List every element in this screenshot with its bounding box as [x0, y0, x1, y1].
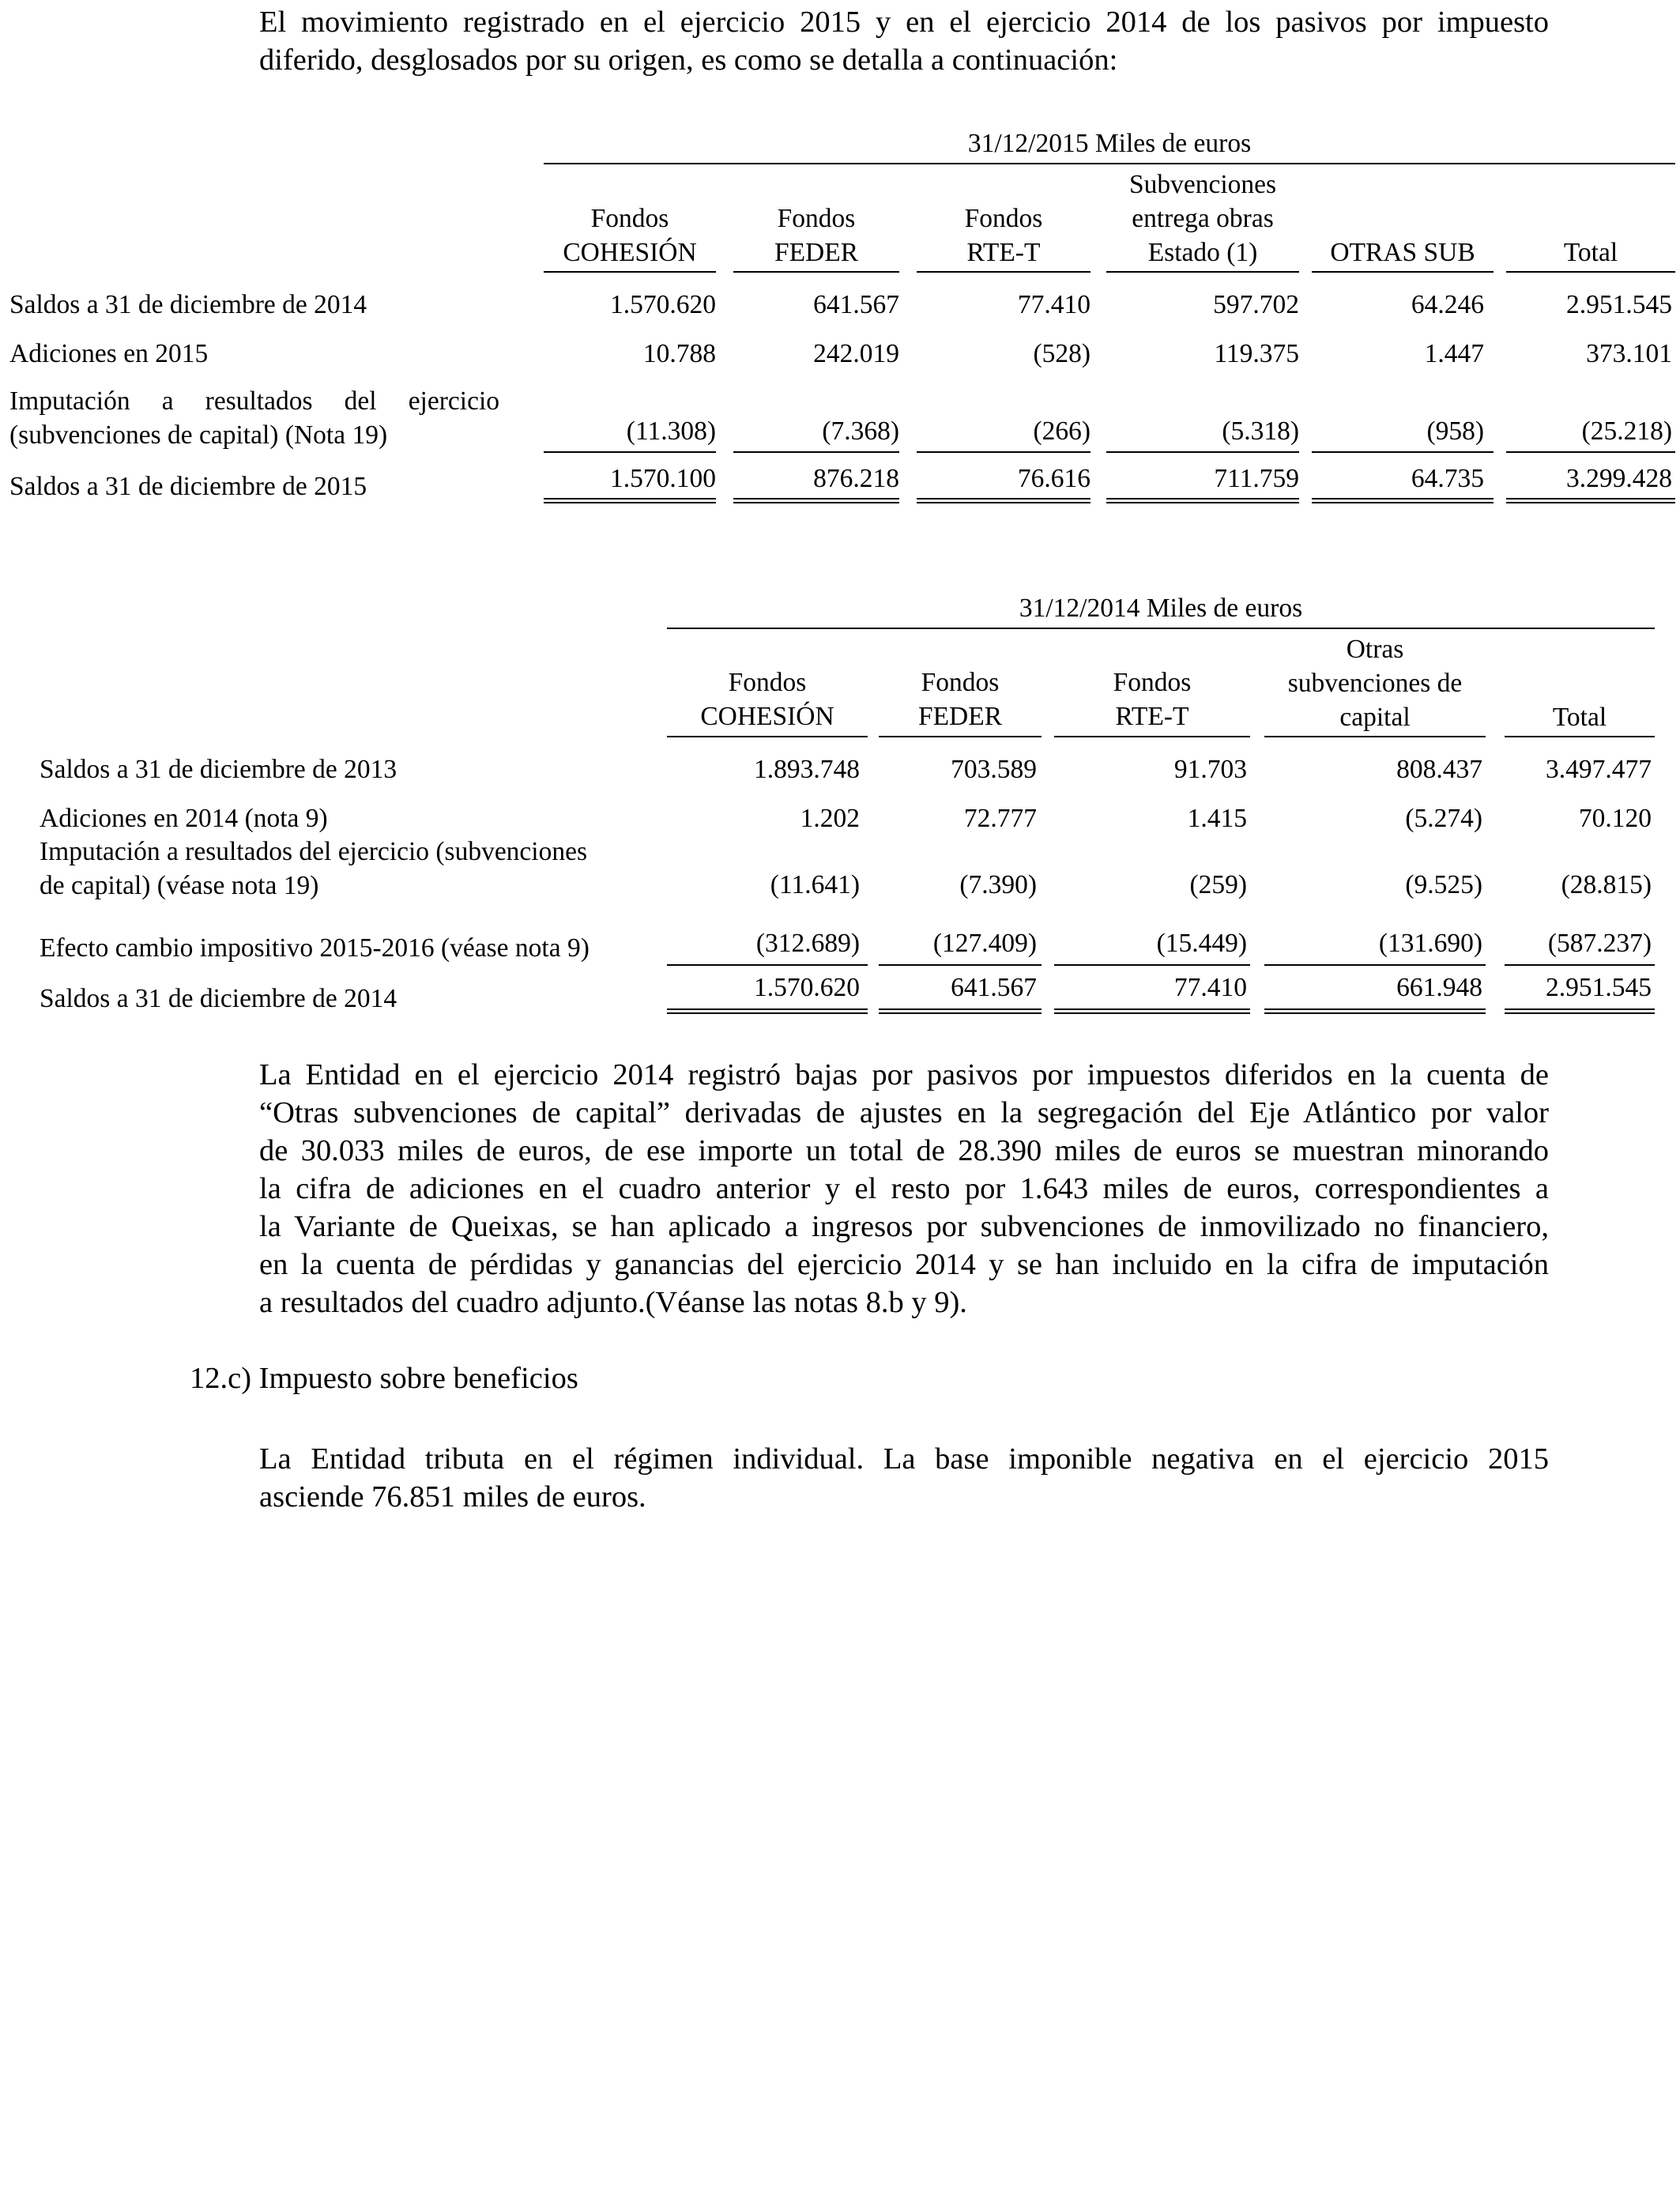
column-header: Fondos COHESIÓN [563, 204, 697, 267]
row-label: Adiciones en 2015 [9, 339, 209, 368]
table-cell: (958) [1426, 417, 1484, 446]
table-cell: 64.735 [1411, 464, 1484, 493]
row-label: Imputación a resultados del ejercicio (subvenciones de capital) (véase nota 19) [40, 837, 588, 900]
row-label: Saldos a 31 de diciembre de 2013 [40, 755, 397, 784]
table-cell: 641.567 [951, 973, 1037, 1002]
table-cell: 2.951.545 [1546, 973, 1652, 1002]
table-cell: 597.702 [1213, 290, 1299, 319]
table-cell: 64.246 [1411, 290, 1484, 319]
table-cell: 661.948 [1396, 973, 1482, 1002]
table-cell: 1.202 [800, 804, 860, 833]
column-header: Fondos RTE-T [964, 204, 1043, 267]
table-cell: (131.690) [1378, 929, 1482, 958]
table-cell: 3.497.477 [1546, 755, 1652, 784]
column-header: Fondos FEDER [774, 204, 859, 267]
column-header: Fondos FEDER [917, 668, 1003, 731]
column-header: Otras subvenciones de capital [1287, 635, 1463, 732]
table-cell: 72.777 [963, 804, 1037, 833]
column-header: Total [1552, 703, 1607, 732]
row-label: Imputación a resultados del ejercicio (subvenciones de capital) (Nota 19) [9, 386, 499, 450]
table-cell: (528) [1033, 339, 1090, 368]
column-header: Total [1563, 238, 1618, 267]
table-cell: 2.951.545 [1566, 290, 1672, 319]
table-cell: 77.410 [1173, 973, 1247, 1002]
table-caption: 31/12/2015 Miles de euros [967, 129, 1252, 158]
table-cell: 70.120 [1578, 804, 1652, 833]
table-cell: 91.703 [1173, 755, 1247, 784]
table-cell: (25.218) [1581, 417, 1672, 446]
table-cell: (15.449) [1156, 929, 1247, 958]
column-header: OTRAS SUB [1330, 238, 1475, 267]
table-cell: 3.299.428 [1566, 464, 1672, 493]
table-cell: 808.437 [1396, 755, 1482, 784]
table-cell: 876.218 [813, 464, 899, 493]
table-cell: 1.570.100 [610, 464, 716, 493]
intro-line: diferido, desglosados por su origen, es como se detalla a continuación: [259, 43, 1118, 77]
table-cell: (259) [1189, 870, 1247, 899]
table-cell: (7.390) [959, 870, 1037, 899]
table-caption: 31/12/2014 Miles de euros [1019, 594, 1303, 623]
table-cell: (11.641) [770, 870, 860, 899]
table-cell: 711.759 [1214, 464, 1299, 493]
table-cell: 242.019 [813, 339, 899, 368]
table-cell: 1.570.620 [754, 973, 860, 1002]
row-label: Saldos a 31 de diciembre de 2014 [9, 290, 367, 319]
row-label: Saldos a 31 de diciembre de 2014 [40, 984, 397, 1013]
table-cell: 119.375 [1214, 339, 1299, 368]
column-header: Subvenciones entrega obras Estado (1) [1128, 170, 1277, 267]
explanation-paragraph: La Entidad en el ejercicio 2014 registró bajas por pasivos por impuestos diferidos en la cuenta de “Otras subvenciones de capital” derivadas de ajustes en la segregación del Eje Atlántico por valor de 30.033 miles de euros, de ese importe un total de 28.390 miles de euros se muestran minorando la cifra de adiciones en el cuadro anterior y el resto por 1.643 miles de euros, correspondientes a la Variante de Queixas, se han aplicado a ingresos por subvenciones de inmovilizado no financiero, en la cuenta de pérdidas y ganancias del ejercicio 2014 y se han incluido en la cifra de imputación a resultados del cuadro adjunto.(Véanse las notas 8.b y 9). [259, 1058, 1549, 1319]
row-label: Adiciones en 2014 (nota 9) [40, 804, 328, 833]
table-cell: 1.415 [1187, 804, 1247, 833]
table-cell: (28.815) [1561, 870, 1652, 899]
table-cell: 77.410 [1017, 290, 1090, 319]
column-header: Fondos COHESIÓN [700, 668, 834, 731]
table-cell: (5.274) [1405, 804, 1482, 833]
intro-line: El movimiento registrado en el ejercicio 2015 y en el ejercicio 2014 de los pasivos por impuesto [259, 6, 1549, 39]
table-cell: 10.788 [642, 339, 716, 368]
table-cell: 373.101 [1586, 339, 1672, 368]
row-label: Saldos a 31 de diciembre de 2015 [9, 472, 367, 501]
column-header: Fondos RTE-T [1113, 668, 1192, 731]
intro-paragraph [259, 3, 1549, 79]
table-cell: (587.237) [1547, 929, 1652, 958]
row-label: Efecto cambio impositivo 2015-2016 (véase nota 9) [40, 933, 590, 963]
table-cell: 641.567 [813, 290, 899, 319]
table-cell: (127.409) [932, 929, 1037, 958]
table-cell: 1.893.748 [754, 755, 860, 784]
table-cell: 76.616 [1017, 464, 1090, 493]
table-cell: (312.689) [755, 929, 860, 958]
table-cell: (9.525) [1405, 870, 1482, 899]
table-cell: (266) [1033, 417, 1090, 446]
table-cell: 1.570.620 [610, 290, 716, 319]
table-cell: 703.589 [951, 755, 1037, 784]
table-cell: (5.318) [1222, 417, 1299, 446]
caption-rule [544, 163, 1675, 164]
tax-paragraph: La Entidad tributa en el régimen individual. La base imponible negativa en el ejercicio 2015 asciende 76.851 miles de euros. [259, 1442, 1549, 1514]
table-cell: (7.368) [822, 417, 899, 446]
table-cell: 1.447 [1424, 339, 1484, 368]
section-heading: 12.c) Impuesto sobre beneficios [190, 1362, 578, 1395]
table-cell: (11.308) [626, 417, 716, 446]
